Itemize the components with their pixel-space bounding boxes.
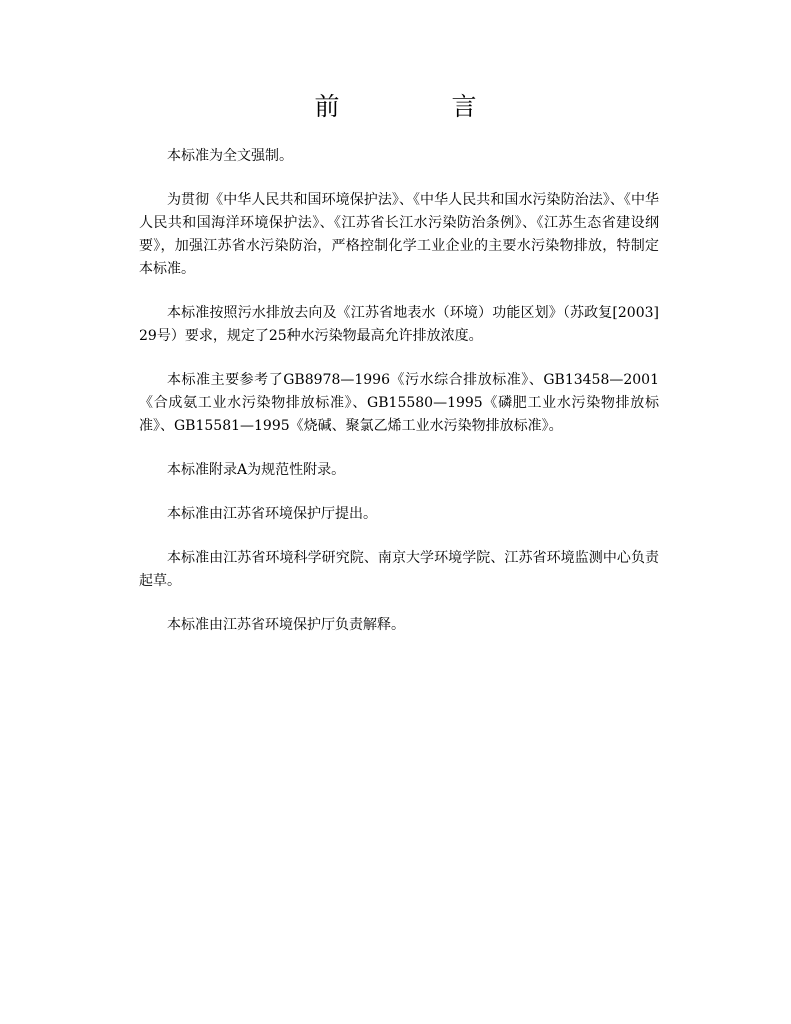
paragraph-proposer: 本标准由江苏省环境保护厅提出。 xyxy=(167,506,377,522)
paragraph-references: 本标准主要参考了GB8978—1996《污水综合排放标准》、GB13458—2001《合成氨工业水污染物排放标准》、GB15580—1995《磷肥工业水污染物排放标准》、GB15581—1995《烧碱、聚氯乙烯工业水污染物排放标准》。 xyxy=(139,372,659,434)
page-title: 前 言 xyxy=(314,92,529,121)
paragraph-appendix: 本标准附录A为规范性附录。 xyxy=(167,462,346,478)
foreword-body xyxy=(139,145,659,658)
paragraph-requirements: 本标准按照污水排放去向及《江苏省地表水（环境）功能区划》（苏政复[2003]29号）要求，规定了25种水污染物最高允许排放浓度。 xyxy=(139,305,659,344)
paragraph-mandatory: 本标准为全文强制。 xyxy=(167,148,293,164)
paragraph-purpose: 为贯彻《中华人民共和国环境保护法》、《中华人民共和国水污染防治法》、《中华人民共和国海洋环境保护法》、《江苏省长江水污染防治条例》、《江苏生态省建设纲要》，加强江苏省水污染防治，严格控制化学工业企业的主要水污染物排放，特制定本标准。 xyxy=(139,192,659,277)
paragraph-interpretation: 本标准由江苏省环境保护厅负责解释。 xyxy=(167,617,405,633)
paragraph-drafters: 本标准由江苏省环境科学研究院、南京大学环境学院、江苏省环境监测中心负责起草。 xyxy=(139,550,659,589)
